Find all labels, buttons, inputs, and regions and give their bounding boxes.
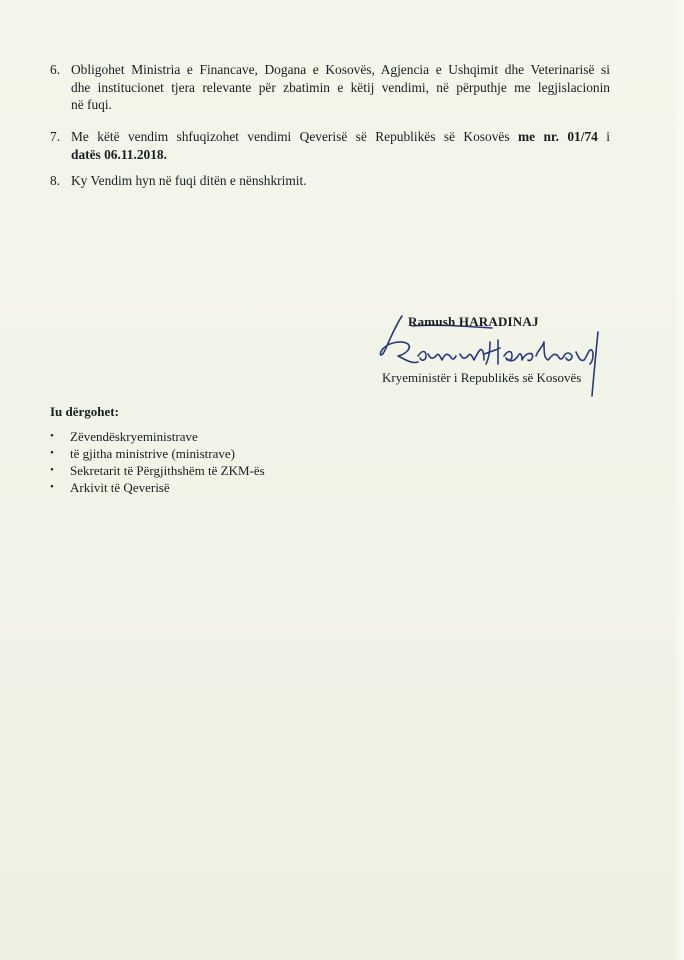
signatory-title: Kryeministër i Republikës së Kosovës (382, 370, 582, 385)
clause-line (71, 128, 610, 146)
recipient-name: Zëvendëskryeministrave (70, 429, 198, 444)
clause-number: 6. (50, 62, 61, 77)
clause-text-part: Me këtë vendim shfuqizohet vendimi Qeverisë së Republikës së Kosovës (71, 129, 518, 144)
decision-number: me nr. 01/74 (517, 129, 598, 144)
clause-number: 8. (50, 173, 61, 188)
recipients-heading: Iu dërgohet: (50, 404, 119, 419)
recipients-list (50, 428, 265, 496)
clause-line: Ky Vendim hyn në fuqi ditën e nënshkrimit. (71, 173, 307, 188)
recipient-name: Sekretarit të Përgjithshëm të ZKM-ës (70, 463, 265, 478)
bullet-icon: • (50, 447, 54, 459)
clause-line: në fuqi. (71, 97, 112, 112)
page-edge (674, 0, 684, 960)
clause-text (71, 172, 307, 190)
bullet-icon: • (50, 430, 54, 442)
list-item (50, 428, 265, 445)
bullet-icon: • (50, 481, 54, 493)
clause-text (71, 128, 610, 163)
clause-line: Obligohet Ministria e Financave, Dogana e Kosovës, Agjencia e Ushqimit dhe Veterinarisë si (71, 62, 610, 77)
clause-text (71, 61, 610, 114)
clause-text-part: i (597, 129, 610, 144)
signatory-name: Ramush HARADINAJ (408, 314, 539, 329)
list-item (50, 462, 265, 479)
clause-line: dhe institucionet tjera relevante për zbatimin e këtij vendimi, në përputhje me legjislacionin (71, 79, 610, 95)
list-item (50, 445, 265, 462)
recipient-name: të gjitha ministrive (ministrave) (70, 446, 235, 461)
list-item (50, 479, 265, 496)
clause-number: 7. (50, 129, 61, 144)
bullet-icon: • (50, 464, 54, 476)
decision-date: datës 06.11.2018. (71, 146, 167, 162)
recipient-name: Arkivit të Qeverisë (70, 480, 170, 495)
signature-block (372, 312, 612, 402)
clause-line (71, 146, 610, 164)
